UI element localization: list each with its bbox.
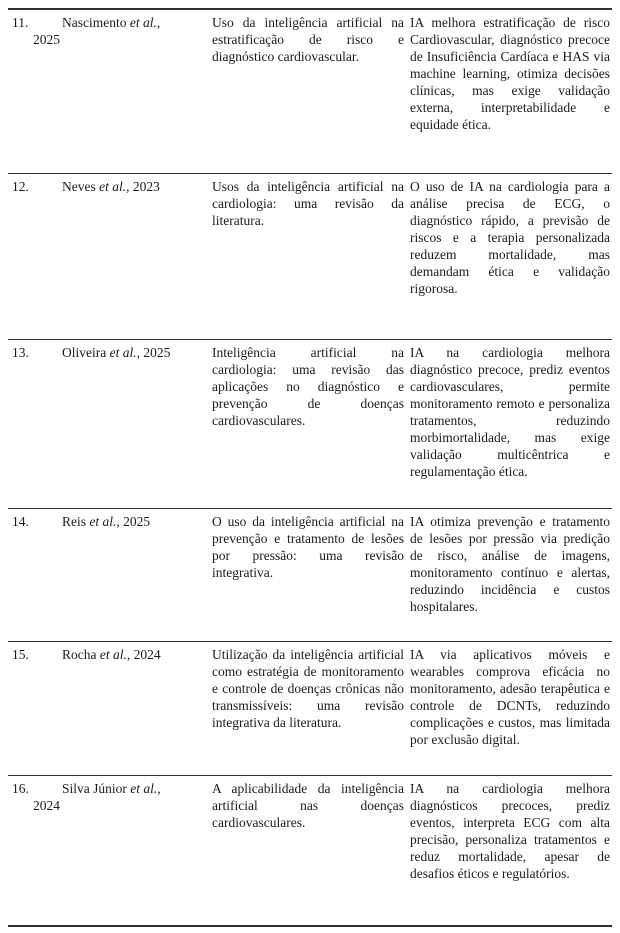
author-citation <box>62 514 150 529</box>
study-summary: IA otimiza prevenção e tratamento de lesões por pressão via predição de risco, análise de imagens, monitoramento contínuo e alertas, reduzindo incidência e custos hospitalares. <box>410 514 610 614</box>
entry-number: 11. <box>12 15 29 30</box>
entry-number: 16. <box>12 781 29 796</box>
entry-cell <box>8 776 204 818</box>
study-title: O uso da inteligência artificial na prevenção e tratamento de lesões por pressão: uma revisão integrativa. <box>212 514 404 580</box>
table-row <box>8 775 612 925</box>
author-citation <box>33 781 161 813</box>
summary-cell <box>406 340 612 484</box>
author-name: Rocha <box>62 647 97 662</box>
study-summary: IA via aplicativos móveis e wearables comprova eficácia no monitoramento, adesão terapêutica e controle de DCNTs, reduzindo complicações e custos, mas limitada por exclusão digital. <box>410 647 610 747</box>
et-al-label: et al. <box>126 15 157 30</box>
entry-number: 12. <box>12 179 29 194</box>
study-summary: IA na cardiologia melhora diagnósticos precoces, prediz eventos, interpreta ECG com alta precisão, personaliza tratamentos e reduz mortalidade, apesar de desafios éticos e regulatórios. <box>410 781 610 881</box>
entry-cell <box>8 509 204 534</box>
author-name: Oliveira <box>62 345 107 360</box>
entry-cell <box>8 340 204 365</box>
summary-cell <box>406 174 612 301</box>
study-title: Utilização da inteligência artificial como estratégia de monitoramento e controle de doenças crônicas não transmissíveis: uma revisão integrativa da literatura. <box>212 647 404 730</box>
study-title: Usos da inteligência artificial na cardiologia: uma revisão da literatura. <box>212 179 404 228</box>
author-name: Nascimento <box>62 15 127 30</box>
entry-cell <box>8 10 204 52</box>
citation-year: , 2023 <box>126 179 160 194</box>
author-name: Neves <box>62 179 96 194</box>
study-summary: IA melhora estratificação de risco Cardiovascular, diagnóstico precoce de Insuficiência Cardíaca e HAS via machine learning, otimiza decisões clínicas, mas exige validação externa, interpretabilidade e equidade ética. <box>410 15 610 132</box>
author-citation <box>62 345 170 360</box>
author-citation <box>62 647 161 662</box>
summary-cell <box>406 509 612 619</box>
et-al-label: et al. <box>106 345 137 360</box>
table-row <box>8 339 612 508</box>
author-citation <box>33 15 160 47</box>
table-row <box>8 10 612 173</box>
study-title: Inteligência artificial na cardiologia: uma revisão das aplicações no diagnóstico e prevenção de doenças cardiovasculares. <box>212 345 404 428</box>
summary-cell <box>406 776 612 886</box>
entry-number: 15. <box>12 647 29 662</box>
title-cell <box>204 174 406 233</box>
literature-review-table <box>8 8 612 927</box>
citation-year: , 2025 <box>136 345 171 360</box>
table-row <box>8 508 612 641</box>
study-title: A aplicabilidade da inteligência artificial nas doenças cardiovasculares. <box>212 781 404 830</box>
et-al-label: et al. <box>96 647 127 662</box>
title-cell <box>204 509 406 585</box>
table-row <box>8 641 612 775</box>
author-citation <box>62 179 160 194</box>
summary-cell <box>406 10 612 137</box>
citation-year: , 2025 <box>116 514 151 529</box>
et-al-label: et al. <box>86 514 117 529</box>
study-summary: IA na cardiologia melhora diagnóstico precoce, prediz eventos cardiovasculares, permite monitoramento remoto e personaliza tratamentos, reduzindo morbimortalidade, mas exige validação multicêntrica e regulamentação ética. <box>410 345 610 479</box>
citation-year: , 2024 <box>126 647 161 662</box>
et-al-label: et al. <box>126 781 158 796</box>
entry-number: 14. <box>12 514 29 529</box>
et-al-label: et al. <box>95 179 127 194</box>
author-name: Reis <box>62 514 87 529</box>
title-cell <box>204 340 406 433</box>
entry-number: 13. <box>12 345 29 360</box>
entry-cell <box>8 174 204 199</box>
citation-year: , 2024 <box>33 781 161 813</box>
summary-cell <box>406 642 612 752</box>
entry-cell <box>8 642 204 667</box>
title-cell <box>204 10 406 69</box>
study-summary: O uso de IA na cardiologia para a análise precisa de ECG, o diagnóstico rápido, a previsão de riscos e a terapia personalizada reduzem mortalidade, mas demandam ética e validação rigorosa. <box>410 179 610 296</box>
study-title: Uso da inteligência artificial na estratificação de risco e diagnóstico cardiovascular. <box>212 15 404 64</box>
author-name: Silva Júnior <box>62 781 127 796</box>
citation-year: , 2025 <box>33 15 161 47</box>
title-cell <box>204 776 406 835</box>
title-cell <box>204 642 406 735</box>
table-row <box>8 173 612 339</box>
